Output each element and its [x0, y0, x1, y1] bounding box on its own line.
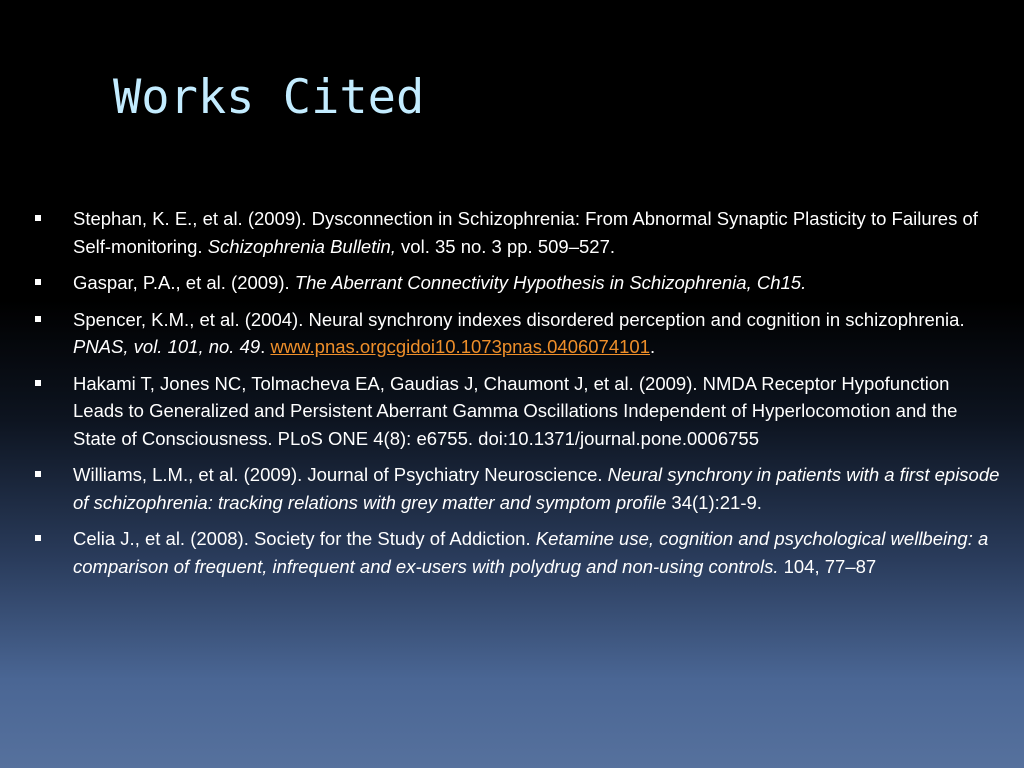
reference-italic-segment: Schizophrenia Bulletin, [207, 235, 396, 257]
reference-text [73, 373, 957, 449]
reference-segment: 34(1):21-9. [666, 491, 762, 513]
slide-title: Works Cited [113, 70, 425, 125]
bullet-icon [35, 316, 41, 322]
reference-item [34, 525, 1004, 580]
bullet-icon [35, 279, 41, 285]
reference-text [73, 272, 806, 293]
reference-segment: Stephan, K. E., et al. (2009). Dysconnection in Schizophrenia: From Abnormal Synaptic Plasticity to Failures of Self-monitoring. [73, 208, 978, 257]
reference-item [34, 461, 1004, 516]
bullet-icon [35, 471, 41, 477]
bullet-icon [35, 535, 41, 541]
reference-text [73, 309, 965, 358]
reference-item [34, 205, 1004, 260]
reference-italic-segment: PNAS, vol. 101, no. 49 [73, 336, 261, 357]
reference-link[interactable]: www.pnas.orgcgidoi10.1073pnas.0406074101 [270, 336, 651, 357]
bullet-icon [35, 215, 41, 221]
reference-segment: Celia J., et al. (2008). Society for the Study of Addiction. [73, 528, 536, 549]
reference-italic-segment: The Aberrant Connectivity Hypothesis in Schizophrenia, Ch15. [294, 272, 807, 293]
reference-text [73, 208, 978, 257]
references-list [34, 205, 1004, 589]
reference-segment: Hakami T, Jones NC, Tolmacheva EA, Gaudias J, Chaumont J, et al. (2009). NMDA Receptor Hypofunction Leads to Generalized and Persistent Aberrant Gamma Oscillations Independent of Hyperlocomotion and the State of Consciousness. PLoS ONE 4(8): e6755. doi:10.1371/journal.pone.0006755 [73, 372, 958, 449]
reference-segment: Spencer, K.M., et al. (2004). Neural synchrony indexes disordered perception and cognition in schizophrenia. [73, 308, 965, 330]
reference-text [73, 464, 999, 513]
reference-segment: Williams, L.M., et al. (2009). Journal of Psychiatry Neuroscience. [73, 464, 608, 485]
reference-segment: . [260, 336, 271, 357]
reference-text [73, 528, 988, 577]
reference-segment: . [650, 336, 656, 357]
reference-segment: 104, 77–87 [778, 555, 877, 577]
reference-item [34, 269, 1004, 297]
reference-item [34, 370, 1004, 453]
reference-italic-segment: Neural synchrony in patients with a first episode of schizophrenia: tracking relations with grey matter and symptom profile [73, 464, 1000, 513]
reference-item [34, 306, 1004, 361]
reference-italic-segment: Ketamine use, cognition and psychological wellbeing: a comparison of frequent, infrequent and ex-users with polydrug and non-using controls. [73, 528, 989, 577]
bullet-icon [35, 380, 41, 386]
reference-segment: Gaspar, P.A., et al. (2009). [73, 272, 295, 293]
reference-segment: vol. 35 no. 3 pp. 509–527. [395, 235, 615, 257]
